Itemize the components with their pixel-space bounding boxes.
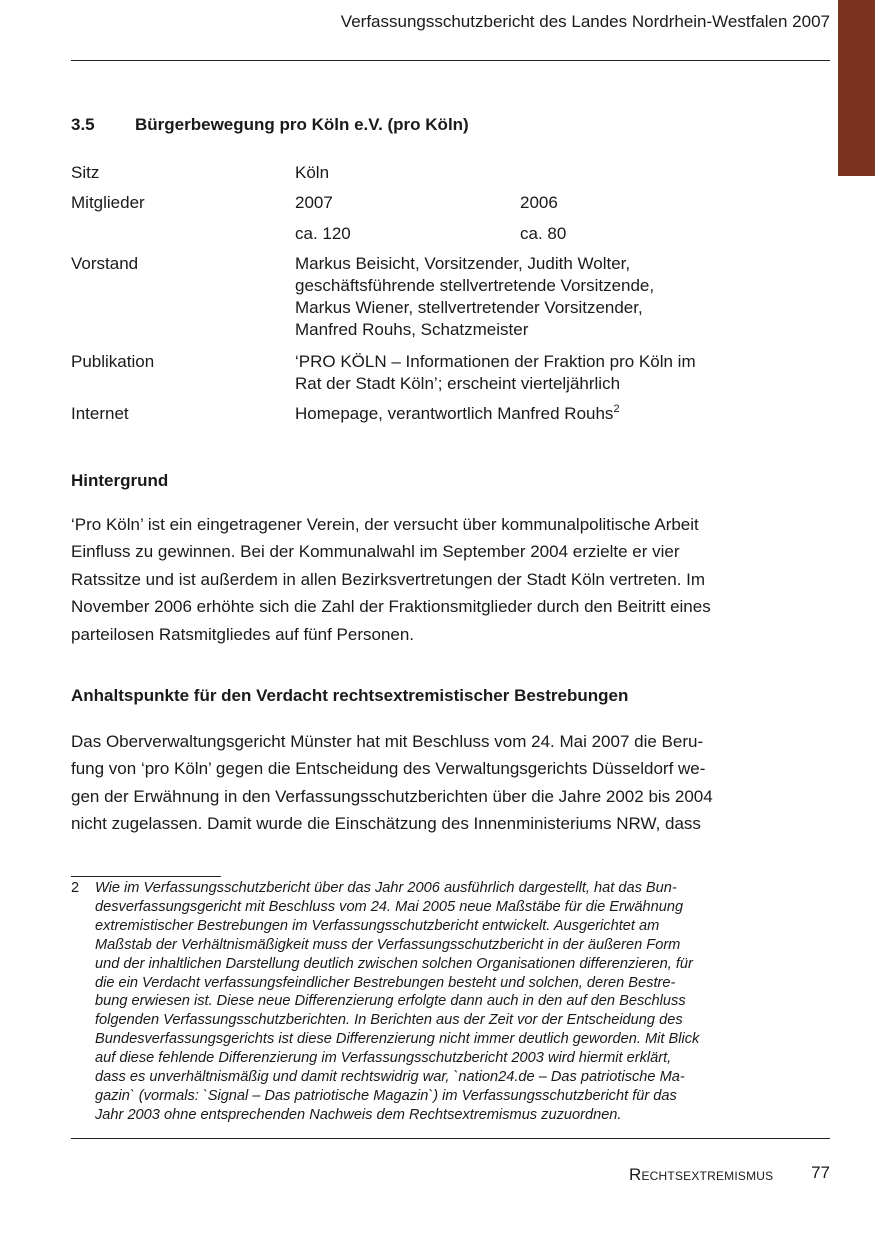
fact-label: Mitglieder <box>71 193 145 212</box>
heading-anhaltspunkte: Anhaltspunkte für den Verdacht rechtsextremistischer Bestrebungen <box>71 686 629 705</box>
footnote-ref: 2 <box>613 403 620 415</box>
footnote-line: Jahr 2003 ohne entsprechenden Nachweis dem Rechtsextremismus zuzuordnen. <box>95 1106 622 1123</box>
footnote-line: und der inhaltlichen Darstellung deutlich zwischen solchen Organisationen differenzieren, für <box>95 955 693 972</box>
footnote-line: Maßstab der Verhältnismäßigkeit muss der Verfassungsschutzbericht in der äußeren Form <box>95 936 681 953</box>
text-line: gen der Erwähnung in den Verfassungsschutzberichten über die Jahre 2002 bis 2004 <box>71 786 713 806</box>
footnote-line: die ein Verdacht verfassungsfeindlicher Bestrebungen besteht und solchen, deren Bestre- <box>95 974 676 991</box>
paragraph-hintergrund <box>71 511 771 648</box>
footnote-text <box>95 879 699 1125</box>
board-line: Markus Wiener, stellvertretender Vorsitzender, <box>295 298 643 317</box>
footnote-separator <box>71 876 221 877</box>
footer-rule <box>71 1138 830 1139</box>
fact-value-publication <box>295 351 696 395</box>
year-2006: 2006 <box>520 193 558 212</box>
section-number: 3.5 <box>71 115 95 134</box>
footnote-line: dass es unverhältnismäßig und damit rechtswidrig war, `nation24.de – Das patriotische Ma- <box>95 1069 685 1086</box>
footnote-line: folgenden Verfassungsschutzberichten. In Berichten aus der Zeit vor der Entscheidung des <box>95 1012 683 1029</box>
fact-value: Köln <box>295 163 330 182</box>
footnote-line: Wie im Verfassungsschutzbericht über das Jahr 2006 ausführlich dargestellt, hat das Bun- <box>95 880 677 896</box>
fact-value-board <box>295 253 654 341</box>
text-line: fung von ‘pro Köln’ gegen die Entscheidung des Verwaltungsgerichts Düsseldorf we- <box>71 759 706 779</box>
paragraph-anhaltspunkte <box>71 728 771 838</box>
text-line: ‘Pro Köln’ ist ein eingetragener Verein, der versucht über kommunalpolitische Arbeit <box>71 515 699 534</box>
text-line: parteilosen Ratsmitgliedes auf fünf Personen. <box>71 624 415 644</box>
board-line: geschäftsführende stellvertretende Vorsitzende, <box>295 276 655 295</box>
fact-label: Internet <box>71 404 129 423</box>
heading-hintergrund: Hintergrund <box>71 471 169 490</box>
section-heading <box>71 115 469 135</box>
footnote-line: Bundesverfassungsgerichts ist diese Differenzierung nicht immer deutlich geworden. Mit Blick <box>95 1031 700 1048</box>
chapter-tab-marker <box>838 0 875 176</box>
fact-label: Sitz <box>71 163 100 182</box>
section-title: Bürgerbewegung pro Köln e.V. (pro Köln) <box>135 115 469 134</box>
text-line: Das Oberverwaltungsgericht Münster hat mit Beschluss vom 24. Mai 2007 die Beru- <box>71 732 704 751</box>
footnote-line: gazin` (vormals: `Signal – Das patriotische Magazin`) im Verfassungsschutzbericht für das <box>95 1087 677 1104</box>
publication-line: ‘PRO KÖLN – Informationen der Fraktion pro Köln im <box>295 352 696 371</box>
footnote-number: 2 <box>71 880 80 896</box>
year-2007: 2007 <box>295 193 333 212</box>
text-line: nicht zugelassen. Damit wurde die Einschätzung des Innenministeriums NRW, dass <box>71 814 701 834</box>
text-line: November 2006 erhöhte sich die Zahl der Fraktionsmitglieder durch den Beitritt eines <box>71 597 711 617</box>
board-line: Manfred Rouhs, Schatzmeister <box>295 320 529 339</box>
count-2006: ca. 80 <box>520 224 567 243</box>
footnote-line: desverfassungsgericht mit Beschluss vom 24. Mai 2005 neue Maßstäbe für die Erwähnung <box>95 898 684 915</box>
fact-label: Vorstand <box>71 254 139 273</box>
fact-label: Publikation <box>71 352 155 371</box>
fact-value <box>295 403 620 425</box>
publication-line: Rat der Stadt Köln’; erscheint vierteljährlich <box>295 374 621 393</box>
text-line: Ratssitze und ist außerdem in allen Bezirksvertretungen der Stadt Köln vertreten. Im <box>71 569 706 589</box>
footnote-line: auf diese fehlende Differenzierung im Verfassungsschutzbericht 2003 wird hiermit erklärt, <box>95 1050 672 1067</box>
count-2007: ca. 120 <box>295 224 351 243</box>
footnote-line: extremistischer Bestrebungen im Verfassungsschutzbericht entwickelt. Ausgerichtet am <box>95 917 660 934</box>
board-line: Markus Beisicht, Vorsitzender, Judith Wolter, <box>295 254 631 273</box>
running-header: Verfassungsschutzbericht des Landes Nordrhein-Westfalen 2007 <box>340 12 830 31</box>
page-number: 77 <box>811 1163 830 1182</box>
header-rule <box>71 60 830 61</box>
internet-value: Homepage, verantwortlich Manfred Rouhs <box>295 404 614 423</box>
footnote-line: bung erwiesen ist. Diese neue Differenzierung erfolgte dann auch in den auf den Beschluss <box>95 993 686 1010</box>
text-line: Einfluss zu gewinnen. Bei der Kommunalwahl im September 2004 erzielte er vier <box>71 542 680 562</box>
footer-section-label: Rechtsextremismus <box>629 1165 774 1184</box>
